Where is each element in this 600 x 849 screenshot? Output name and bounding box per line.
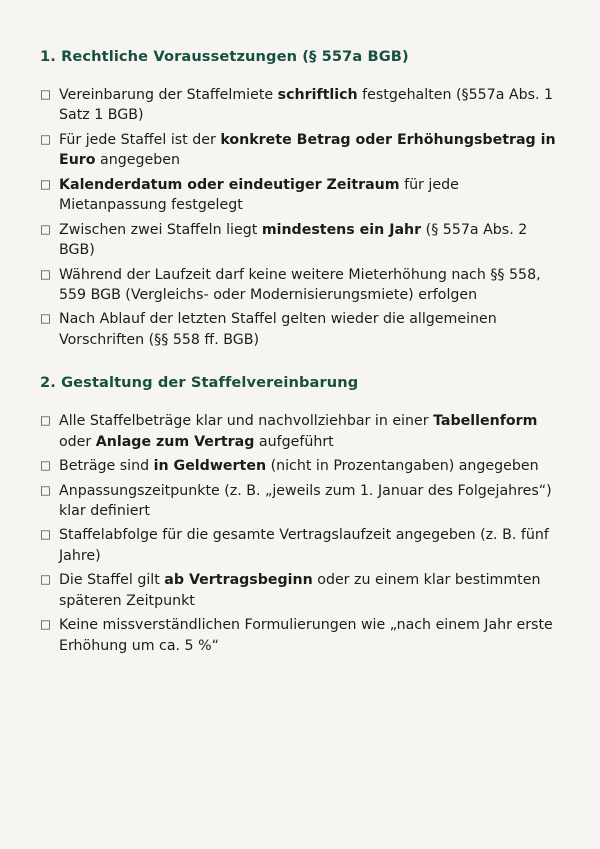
section-title: 1. Rechtliche Voraussetzungen (§ 557a BGB) <box>40 48 409 65</box>
list-item[interactable] <box>40 615 558 656</box>
list-item-label: Kalenderdatum oder eindeutiger Zeitraum für jede Mietanpassung festgelegt <box>59 176 459 214</box>
checkbox-icon[interactable]: □ <box>40 176 51 191</box>
list-item-label: Anpassungszeitpunkte (z. B. „jeweils zum 1. Januar des Folgejahres“) klar definiert <box>59 482 552 519</box>
section-spacer <box>40 356 558 374</box>
list-item[interactable] <box>40 309 558 350</box>
list-item[interactable] <box>40 175 558 216</box>
section-legal-requirements <box>40 48 558 350</box>
checkbox-icon[interactable]: □ <box>40 413 51 428</box>
list-item-label: Keine missverständlichen Formulierungen wie „nach einem Jahr erste Erhöhung um ca. 5 %“ <box>59 617 553 654</box>
list-item[interactable] <box>40 456 558 476</box>
list-item-label: Für jede Staffel ist der konkrete Betrag oder Erhöhungsbetrag in Euro angegeben <box>59 131 556 169</box>
checkbox-icon[interactable]: □ <box>40 131 51 146</box>
list-item-label: Alle Staffelbeträge klar und nachvollziehbar in einer Tabellenform oder Anlage zum Vertrag aufgeführt <box>59 413 538 450</box>
list-item-label: Die Staffel gilt ab Vertragsbeginn oder zu einem klar bestimmten späteren Zeitpunkt <box>59 572 541 609</box>
checkbox-icon[interactable]: □ <box>40 266 51 281</box>
section-title: 2. Gestaltung der Staffelvereinbarung <box>40 374 359 392</box>
list-item[interactable] <box>40 130 558 171</box>
list-item[interactable] <box>40 481 558 522</box>
checklist-agreement-design <box>40 411 558 656</box>
list-item-label: Vereinbarung der Staffelmiete schriftlich festgehalten (§557a Abs. 1 Satz 1 BGB) <box>59 87 554 124</box>
list-item[interactable] <box>40 411 558 452</box>
list-item-label: Staffelabfolge für die gesamte Vertragslaufzeit angegeben (z. B. fünf Jahre) <box>59 527 549 564</box>
list-item[interactable] <box>40 525 558 566</box>
list-item[interactable] <box>40 570 558 611</box>
list-item[interactable] <box>40 265 558 306</box>
list-item-label: Beträge sind in Geldwerten (nicht in Prozentangaben) angegeben <box>59 458 539 475</box>
checkbox-icon[interactable]: □ <box>40 458 51 473</box>
checkbox-icon[interactable]: □ <box>40 311 51 326</box>
checkbox-icon[interactable]: □ <box>40 87 51 101</box>
checkbox-icon[interactable]: □ <box>40 221 51 236</box>
section-agreement-design <box>40 374 558 656</box>
list-item-label: Zwischen zwei Staffeln liegt mindestens ein Jahr (§ 557a Abs. 2 BGB) <box>59 221 528 259</box>
checkbox-icon[interactable]: □ <box>40 527 51 542</box>
checkbox-icon[interactable]: □ <box>40 617 51 632</box>
checkbox-icon[interactable]: □ <box>40 482 51 497</box>
list-item-label: Während der Laufzeit darf keine weitere Mieterhöhung nach §§ 558, 559 BGB (Vergleichs- oder Modernisierungsmiete) erfolgen <box>59 266 541 303</box>
checkbox-icon[interactable]: □ <box>40 572 51 587</box>
list-item[interactable] <box>40 85 558 126</box>
list-item-label: Nach Ablauf der letzten Staffel gelten wieder die allgemeinen Vorschriften (§§ 558 ff. BGB) <box>59 311 497 348</box>
list-item[interactable] <box>40 220 558 261</box>
checklist-legal-requirements <box>40 85 558 350</box>
